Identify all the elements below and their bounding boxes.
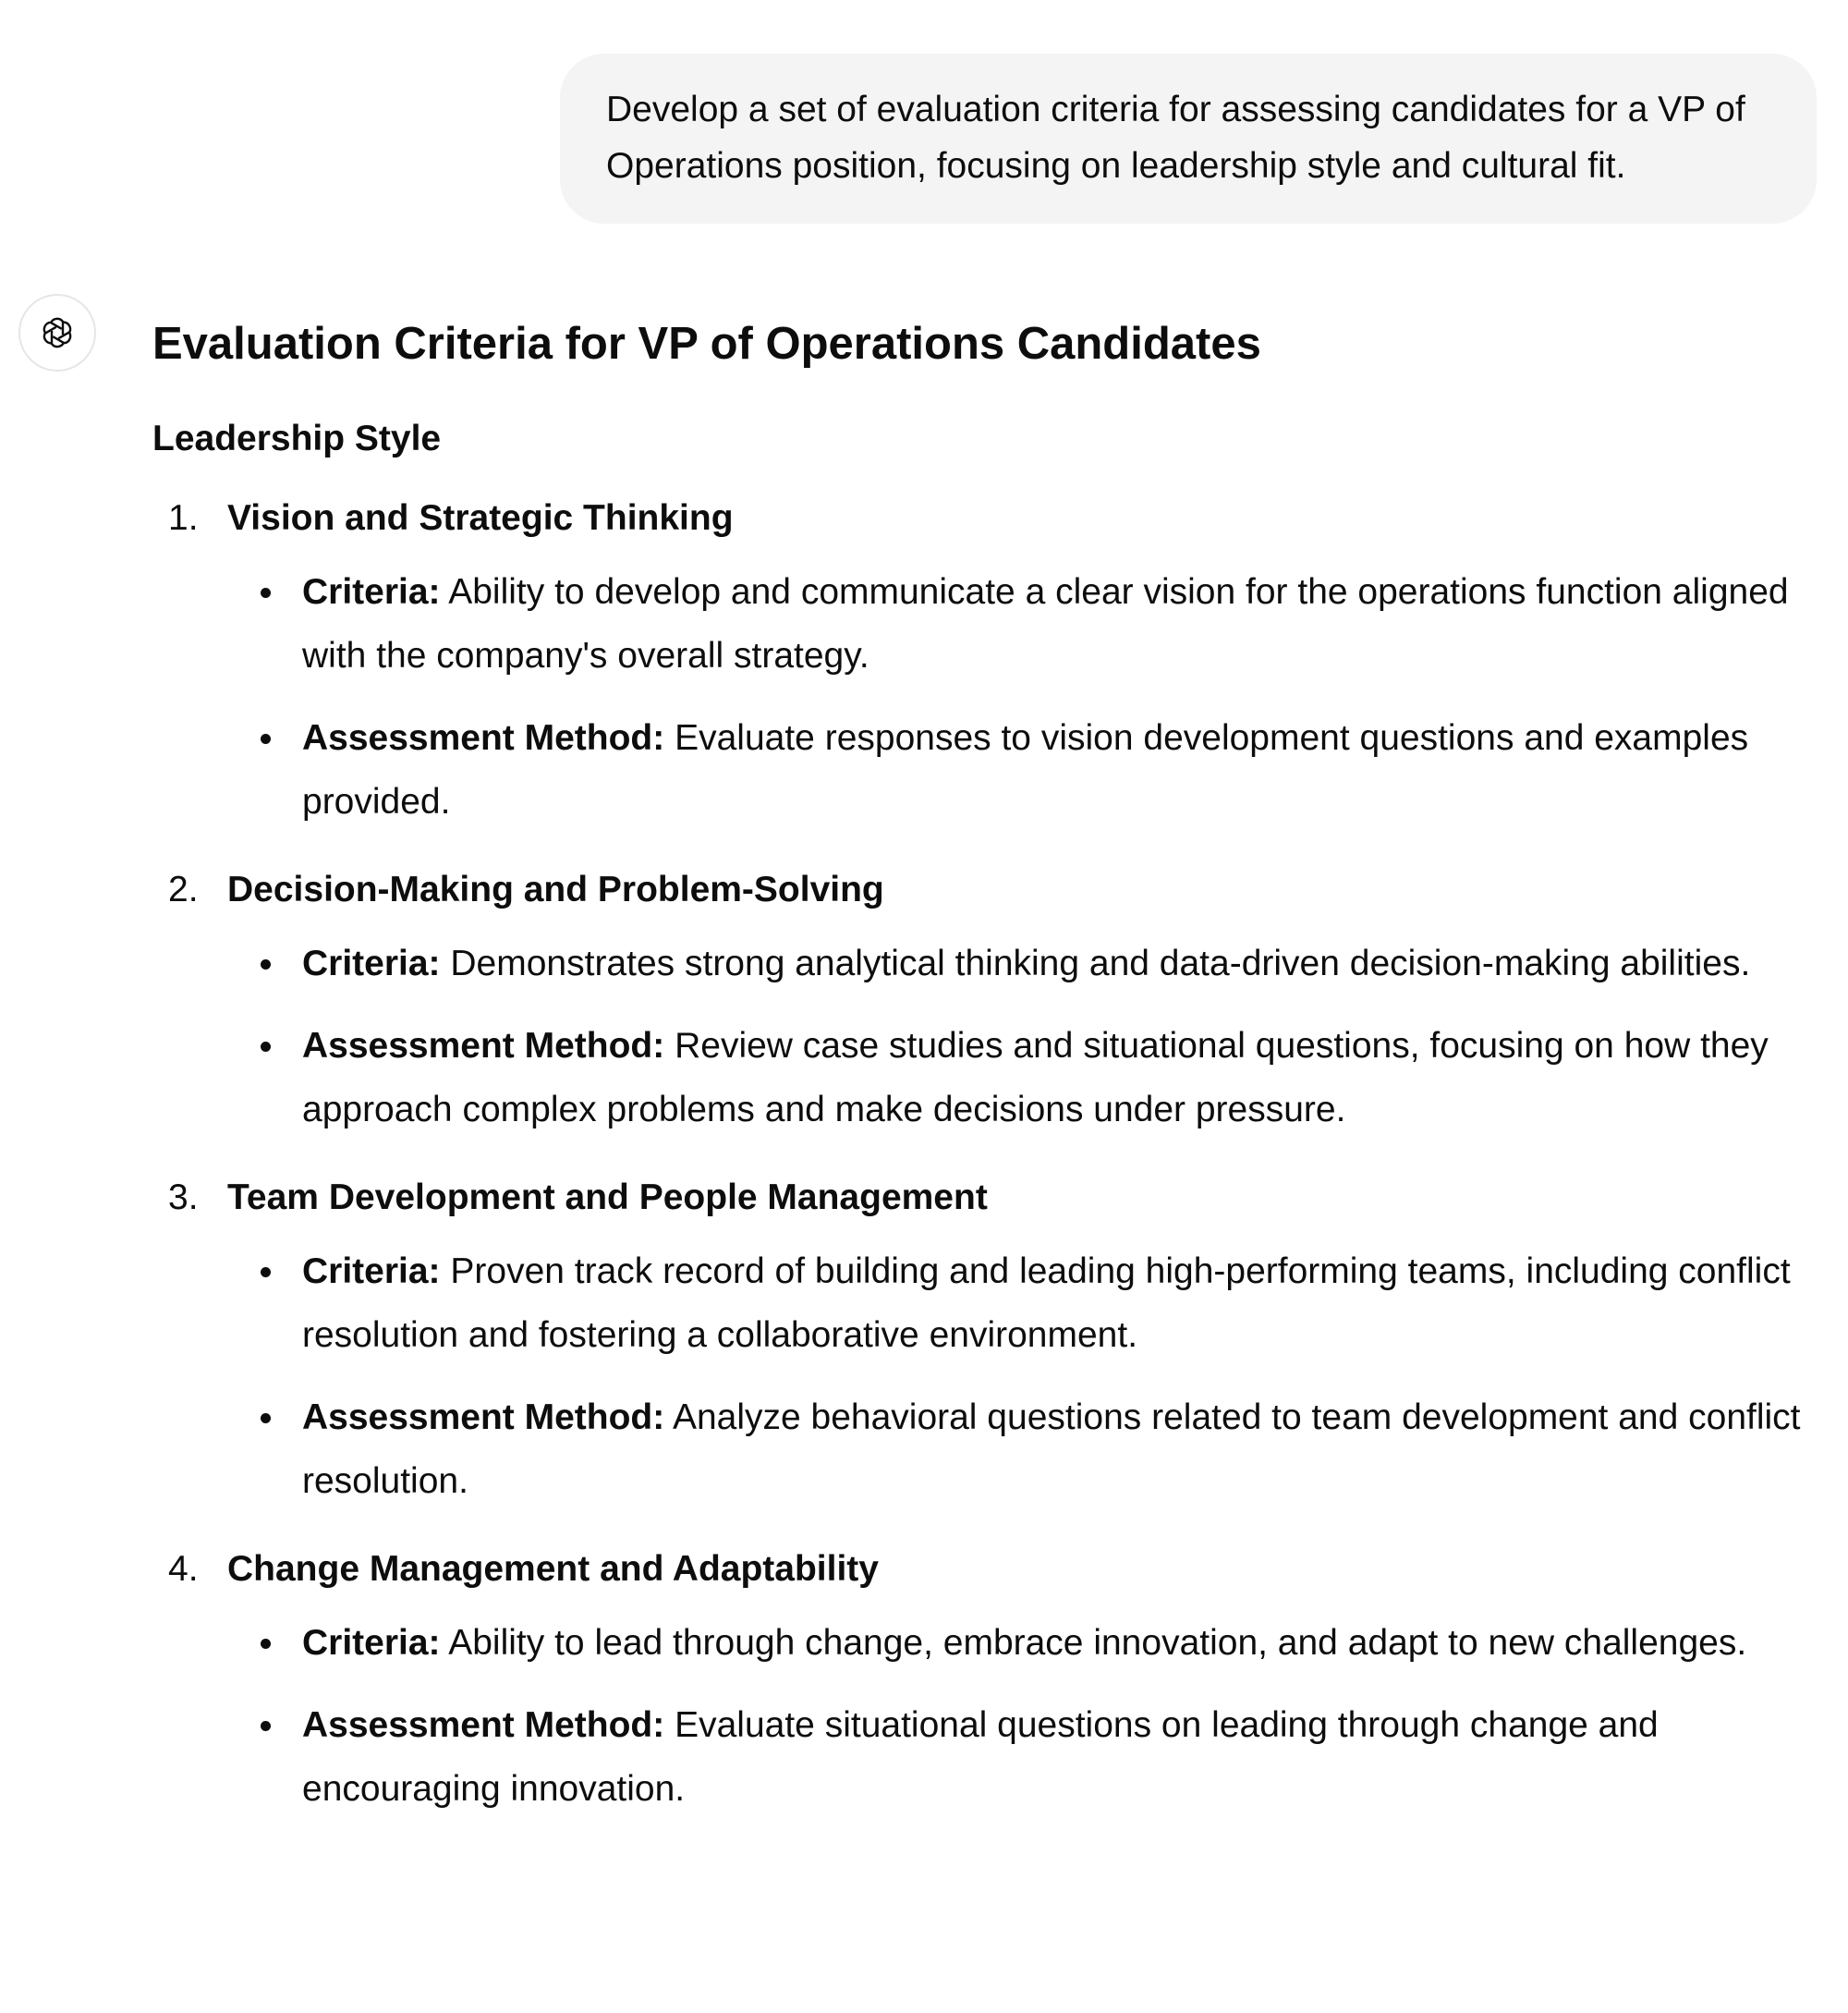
- user-message-text: Develop a set of evaluation criteria for assessing candidates for a VP of Operations position, focusing on leadership style and cultural fit.: [606, 90, 1745, 186]
- criteria-bullet: [227, 560, 1825, 688]
- item-title: Team Development and People Management: [227, 1177, 988, 1217]
- method-bullet: [227, 1693, 1825, 1821]
- bullet-text: Demonstrates strong analytical thinking and data-driven decision-making abilities.: [450, 944, 1751, 983]
- criteria-item: [152, 867, 1825, 1141]
- bullet-label: Criteria:: [302, 944, 441, 983]
- criteria-item: [152, 1175, 1825, 1513]
- bullet-label: Assessment Method:: [302, 1026, 665, 1066]
- item-number: 2.: [168, 870, 199, 909]
- bullet-dot: [261, 959, 271, 970]
- bullet-list: [227, 560, 1825, 834]
- bullet-dot: [261, 588, 271, 598]
- bullet-label: Criteria:: [302, 1251, 441, 1291]
- section-heading: Leadership Style: [152, 419, 442, 458]
- item-number: 4.: [168, 1549, 199, 1589]
- bullet-list: [227, 1611, 1825, 1821]
- bullet-dot: [261, 1042, 271, 1052]
- bullet-label: Criteria:: [302, 572, 441, 612]
- bullet-list: [227, 1239, 1825, 1513]
- criteria-bullet: [227, 1611, 1825, 1675]
- bullet-dot: [261, 1639, 271, 1649]
- bullet-text: Analyze behavioral questions related to team development and conflict resolution.: [302, 1397, 1801, 1501]
- method-bullet: [227, 1014, 1825, 1141]
- method-bullet: [227, 1385, 1825, 1513]
- bullet-dot: [261, 1721, 271, 1731]
- bullet-text: Evaluate responses to vision development questions and examples provided.: [302, 718, 1749, 822]
- bullet-text: Review case studies and situational questions, focusing on how they approach complex problems and make decisions under pressure.: [302, 1026, 1769, 1129]
- criteria-bullet: [227, 1239, 1825, 1367]
- response-title: Evaluation Criteria for VP of Operations Candidates: [152, 319, 1261, 369]
- item-title: Decision-Making and Problem-Solving: [227, 870, 884, 909]
- criteria-item: [152, 495, 1825, 834]
- bullet-text: Ability to lead through change, embrace innovation, and adapt to new challenges.: [448, 1623, 1747, 1663]
- bullet-text: Proven track record of building and leading high-performing teams, including conflict resolution and fostering a collaborative environment.: [302, 1251, 1791, 1355]
- item-title: Change Management and Adaptability: [227, 1549, 879, 1589]
- item-number: 1.: [168, 498, 199, 538]
- bullet-dot: [261, 1267, 271, 1277]
- assistant-avatar: [18, 294, 96, 372]
- bullet-label: Assessment Method:: [302, 1705, 665, 1745]
- user-message-bubble: [560, 54, 1817, 224]
- criteria-item: [152, 1546, 1825, 1821]
- bullet-list: [227, 932, 1825, 1141]
- bullet-text: Ability to develop and communicate a clear vision for the operations function aligned with the company's overall strategy.: [302, 572, 1789, 676]
- bullet-label: Criteria:: [302, 1623, 441, 1663]
- item-title: Vision and Strategic Thinking: [227, 498, 734, 538]
- method-bullet: [227, 706, 1825, 834]
- bullet-label: Assessment Method:: [302, 718, 665, 758]
- item-number: 3.: [168, 1177, 199, 1217]
- bullet-text: Evaluate situational questions on leading through change and encouraging innovation.: [302, 1705, 1659, 1809]
- bullet-label: Assessment Method:: [302, 1397, 665, 1437]
- openai-logo-icon: [35, 311, 79, 355]
- bullet-dot: [261, 1413, 271, 1423]
- assistant-message-content: [152, 294, 1825, 1821]
- criteria-list: [152, 495, 1825, 1821]
- bullet-dot: [261, 734, 271, 744]
- criteria-bullet: [227, 932, 1825, 995]
